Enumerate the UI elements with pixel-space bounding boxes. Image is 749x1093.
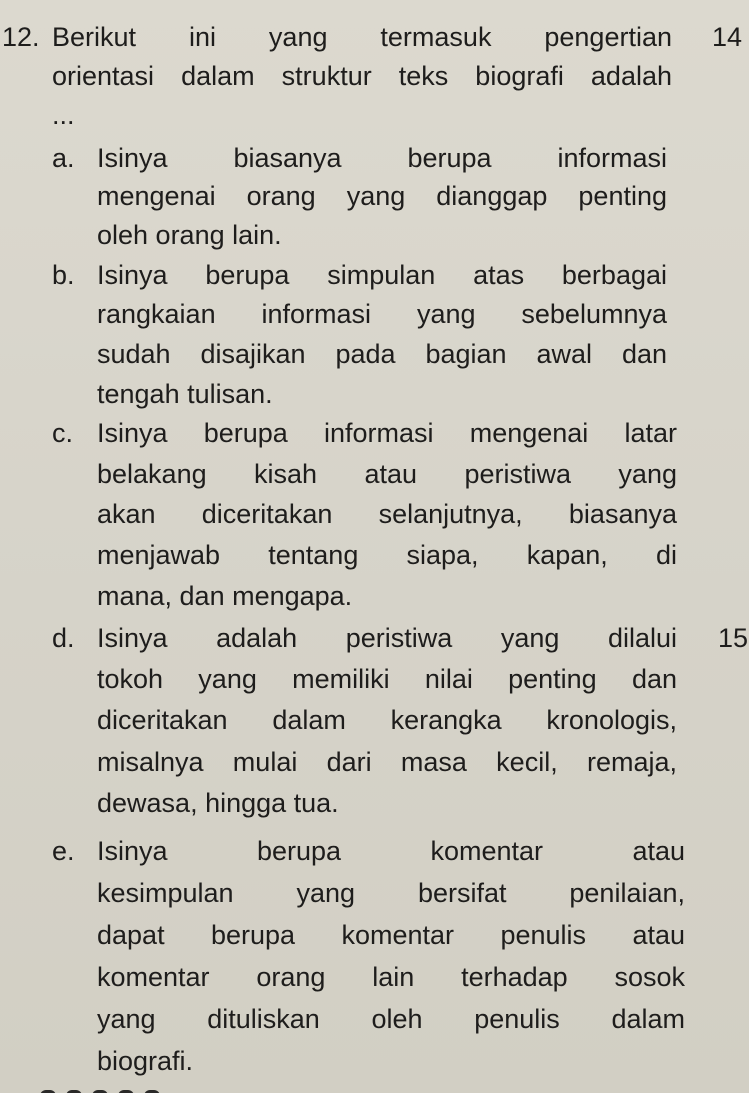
option-c-line-2: belakang kisah atau peristiwa yang [97,459,677,489]
margin-number-15: 15 [718,623,749,653]
option-e-line-5: yang dituliskan oleh penulis dalam [97,1004,685,1034]
option-d-letter: d. [52,623,75,653]
option-a-letter: a. [52,143,75,173]
option-a-line-3: oleh orang lain. [97,220,282,250]
option-b-line-4: tengah tulisan. [97,379,273,409]
question-line-3: ... [52,100,75,130]
option-d-line-5: dewasa, hingga tua. [97,788,339,818]
option-c-line-4: menjawab tentang siapa, kapan, di [97,540,677,570]
option-b-line-2: rangkaian informasi yang sebelumnya [97,299,667,329]
option-e-line-2: kesimpulan yang bersifat penilaian, [97,878,685,908]
option-d-line-1: Isinya adalah peristiwa yang dilalui [97,623,677,653]
cropped-next-line [40,1083,340,1093]
option-b-line-1: Isinya berupa simpulan atas berbagai [97,260,667,290]
option-d-line-4: misalnya mulai dari masa kecil, remaja, [97,747,677,777]
question-line-2: orientasi dalam struktur teks biografi adalah [52,61,672,91]
option-e-line-3: dapat berupa komentar penulis atau [97,920,685,950]
option-c-line-3: akan diceritakan selanjutnya, biasanya [97,499,677,529]
question-line-1: Berikut ini yang termasuk pengertian [52,22,672,52]
margin-number-14: 14 [712,22,743,52]
option-d-line-2: tokoh yang memiliki nilai penting dan [97,664,677,694]
question-number: 12. [2,22,40,52]
option-e-line-1: Isinya berupa komentar atau [97,836,685,866]
option-e-line-4: komentar orang lain terhadap sosok [97,962,685,992]
option-c-line-5: mana, dan mengapa. [97,581,353,611]
option-b-line-3: sudah disajikan pada bagian awal dan [97,339,667,369]
option-d-line-3: diceritakan dalam kerangka kronologis, [97,705,677,735]
option-c-line-1: Isinya berupa informasi mengenai latar [97,418,677,448]
option-e-letter: e. [52,836,75,866]
option-a-line-1: Isinya biasanya berupa informasi [97,143,667,173]
option-e-line-6: biografi. [97,1046,194,1076]
option-c-letter: c. [52,418,74,448]
option-b-letter: b. [52,260,75,290]
option-a-line-2: mengenai orang yang dianggap penting [97,181,667,211]
